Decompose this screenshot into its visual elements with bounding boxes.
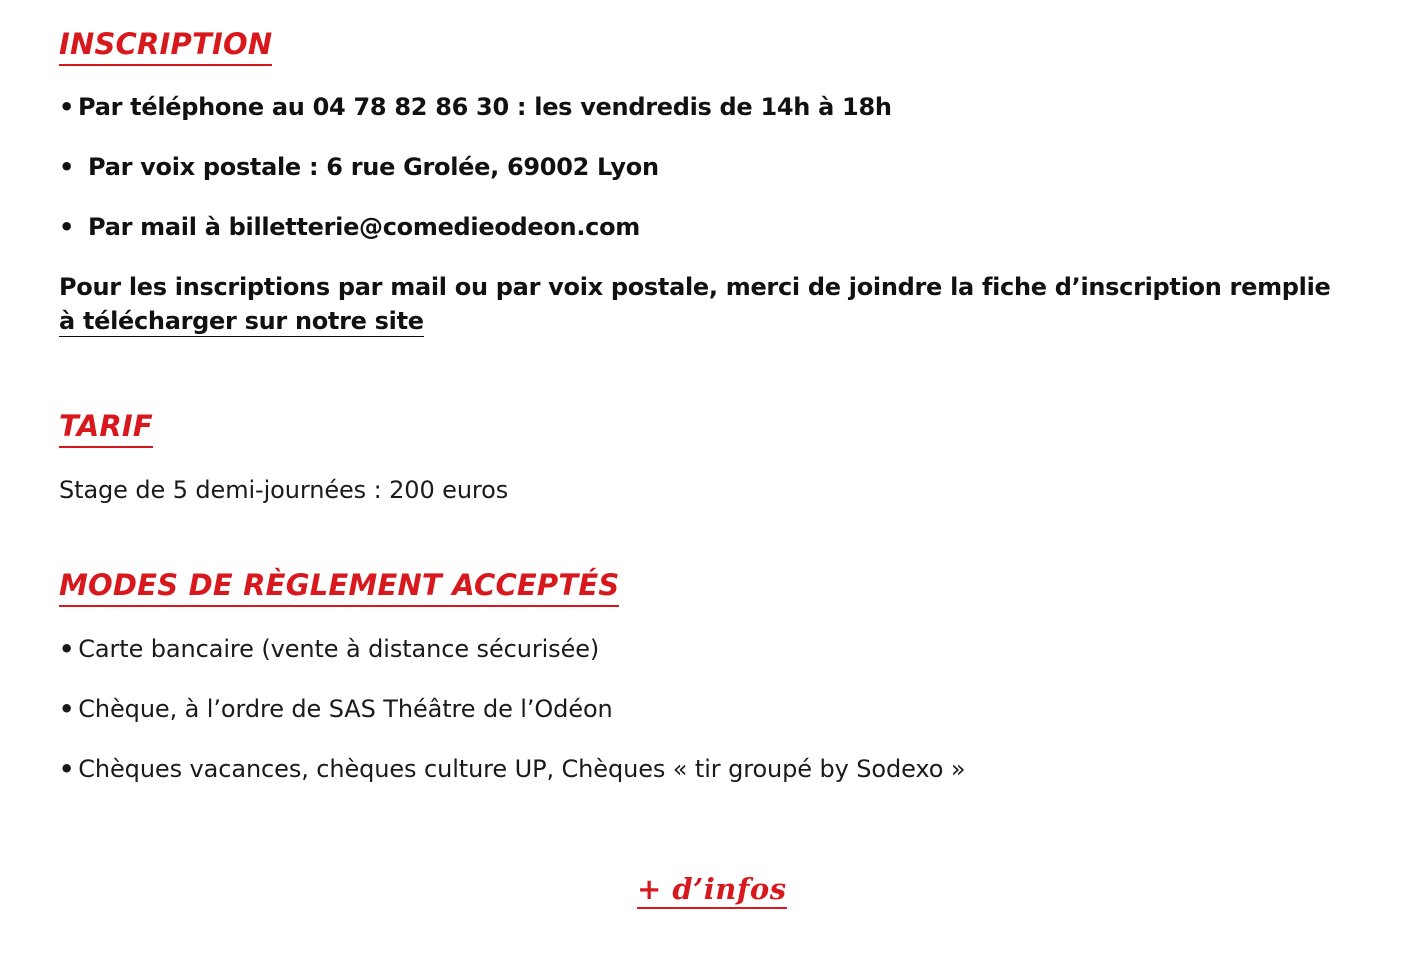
bullet: • xyxy=(59,93,75,121)
payment-item-text: Carte bancaire (vente à distance sécurisée) xyxy=(78,635,600,663)
bullet: • xyxy=(59,695,75,723)
inscription-note: Pour les inscriptions par mail ou par voix postale, merci de joindre la fiche d’inscription remplie xyxy=(59,273,1331,301)
payment-item-card xyxy=(59,634,599,664)
inscription-download-row xyxy=(59,306,424,336)
bullet: • xyxy=(59,635,75,663)
payment-item-cheque xyxy=(59,694,613,724)
download-form-link[interactable]: à télécharger sur notre site xyxy=(59,307,424,335)
bullet: • xyxy=(59,153,75,181)
inscription-mail-text: Par mail à billetterie@comedieodeon.com xyxy=(88,213,640,241)
payment-item-text: Chèques vacances, chèques culture UP, Chèques « tir groupé by Sodexo » xyxy=(78,755,966,783)
section-title-inscription: INSCRIPTION xyxy=(59,27,272,66)
inscription-phone-text: Par téléphone au 04 78 82 86 30 : les vendredis de 14h à 18h xyxy=(78,93,892,121)
inscription-postal-text: Par voix postale : 6 rue Grolée, 69002 Lyon xyxy=(88,153,659,181)
bullet: • xyxy=(59,755,75,783)
payment-item-text: Chèque, à l’ordre de SAS Théâtre de l’Odéon xyxy=(78,695,613,723)
inscription-postal-item xyxy=(59,152,659,182)
inscription-phone-item xyxy=(59,92,892,122)
inscription-mail-item xyxy=(59,212,640,242)
payment-item-vouchers xyxy=(59,754,965,784)
bullet: • xyxy=(59,213,75,241)
section-title-payment: MODES DE RÈGLEMENT ACCEPTÉS xyxy=(59,568,619,607)
tarif-price: Stage de 5 demi-journées : 200 euros xyxy=(59,476,509,504)
section-title-tarif: TARIF xyxy=(59,409,153,448)
more-info-link[interactable]: + d’infos xyxy=(637,872,787,909)
